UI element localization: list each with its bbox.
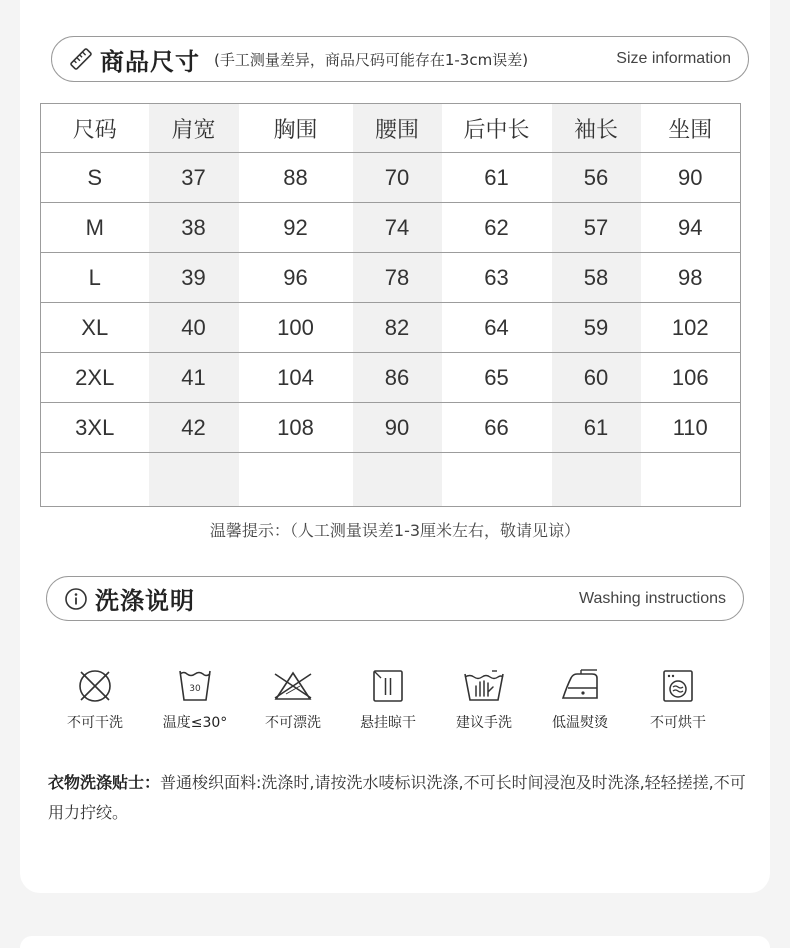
measurement-cell: 64 xyxy=(442,303,552,353)
tips-text: 普通梭织面料:洗涤时,请按洗水唛标识洗涤,不可长时间浸泡及时洗涤,轻轻搓搓,不可用力拧绞。 xyxy=(48,773,746,822)
measurement-cell: 63 xyxy=(442,253,552,303)
table-row xyxy=(41,253,741,303)
measurement-cell: 59 xyxy=(552,303,641,353)
measurement-cell: 70 xyxy=(353,153,442,203)
wash-label: 温度≤30° xyxy=(162,715,228,731)
ruler-icon xyxy=(68,46,94,72)
empty-cell xyxy=(149,453,239,507)
measurement-cell: 86 xyxy=(353,353,442,403)
measurement-cell: 106 xyxy=(641,353,741,403)
size-english-title: Size information xyxy=(616,50,731,67)
wash-temp: 30 xyxy=(189,684,201,694)
measurement-cell: 57 xyxy=(552,203,641,253)
table-row xyxy=(41,303,741,353)
wash-item xyxy=(630,668,726,732)
measurement-cell: 60 xyxy=(552,353,641,403)
measurement-cell: 110 xyxy=(641,403,741,453)
wash-item xyxy=(245,668,341,732)
wash-label: 不可漂洗 xyxy=(265,715,321,731)
washing-header xyxy=(46,576,744,621)
measurement-cell: 56 xyxy=(552,153,641,203)
measurement-cell: 96 xyxy=(239,253,353,303)
table-header-cell: 尺码 xyxy=(41,104,149,153)
measurement-cell: 58 xyxy=(552,253,641,303)
measurement-cell: 88 xyxy=(239,153,353,203)
measurement-cell: 82 xyxy=(353,303,442,353)
measurement-cell: 38 xyxy=(149,203,239,253)
measurement-cell: 100 xyxy=(239,303,353,353)
measurement-cell: 102 xyxy=(641,303,741,353)
wash-item xyxy=(340,668,436,732)
wash-label: 建议手洗 xyxy=(456,715,512,731)
measurement-cell: 61 xyxy=(442,153,552,203)
measurement-cell: 65 xyxy=(442,353,552,403)
no-dry-clean-icon xyxy=(77,668,113,704)
measurement-cell: 41 xyxy=(149,353,239,403)
measurement-cell: 78 xyxy=(353,253,442,303)
empty-cell xyxy=(41,453,149,507)
measurement-cell: 66 xyxy=(442,403,552,453)
hand-wash-icon xyxy=(462,668,506,704)
washing-title: 洗涤说明 xyxy=(95,587,195,615)
wash-label: 不可干洗 xyxy=(67,715,123,731)
measurement-cell: 39 xyxy=(149,253,239,303)
table-header-cell: 肩宽 xyxy=(149,104,239,153)
size-table xyxy=(40,103,741,507)
measurement-cell: 40 xyxy=(149,303,239,353)
size-label-cell: L xyxy=(41,253,149,303)
wash-item xyxy=(532,668,628,732)
measurement-cell: 42 xyxy=(149,403,239,453)
size-subtitle: (手工测量差异，商品尺码可能存在1-3cm误差) xyxy=(214,50,529,69)
table-row xyxy=(41,403,741,453)
measurement-cell: 62 xyxy=(442,203,552,253)
table-header-cell: 坐围 xyxy=(641,104,741,153)
size-info-header xyxy=(51,36,749,82)
table-row xyxy=(41,203,741,253)
empty-cell xyxy=(353,453,442,507)
no-bleach-icon xyxy=(273,668,313,704)
measurement-cell: 92 xyxy=(239,203,353,253)
wash-label: 不可烘干 xyxy=(650,715,706,731)
measurement-note: 温馨提示：（人工测量误差1-3厘米左右，敬请见谅） xyxy=(209,521,581,540)
washing-english-title: Washing instructions xyxy=(578,589,726,607)
table-row xyxy=(41,353,741,403)
next-card xyxy=(20,936,770,948)
measurement-cell: 94 xyxy=(641,203,741,253)
empty-cell xyxy=(641,453,741,507)
no-tumble-dry-icon xyxy=(660,668,696,704)
measurement-cell: 98 xyxy=(641,253,741,303)
table-header-row xyxy=(41,104,741,153)
table-header-cell: 后中长 xyxy=(442,104,552,153)
low-iron-icon xyxy=(559,668,601,704)
wash-30-icon xyxy=(177,668,213,704)
measurement-cell: 104 xyxy=(239,353,353,403)
wash-label: 悬挂晾干 xyxy=(360,715,416,731)
size-label-cell: 3XL xyxy=(41,403,149,453)
table-header-cell: 胸围 xyxy=(239,104,353,153)
measurement-cell: 90 xyxy=(353,403,442,453)
size-label-cell: XL xyxy=(41,303,149,353)
hang-dry-icon xyxy=(370,668,406,704)
wash-item xyxy=(147,668,243,732)
wash-item xyxy=(436,668,532,732)
empty-cell xyxy=(552,453,641,507)
size-label-cell: M xyxy=(41,203,149,253)
measurement-cell: 90 xyxy=(641,153,741,203)
empty-cell xyxy=(442,453,552,507)
washing-icons xyxy=(46,668,746,738)
size-label-cell: S xyxy=(41,153,149,203)
size-label-cell: 2XL xyxy=(41,353,149,403)
table-empty-row xyxy=(41,453,741,507)
size-title: 商品尺寸 xyxy=(100,47,200,76)
table-header-cell: 腰围 xyxy=(353,104,442,153)
washing-tips xyxy=(48,768,756,828)
empty-cell xyxy=(239,453,353,507)
wash-item xyxy=(47,668,143,732)
info-icon xyxy=(63,586,89,612)
measurement-cell: 74 xyxy=(353,203,442,253)
table-row xyxy=(41,153,741,203)
tips-label: 衣物洗涤贴士： xyxy=(48,773,161,792)
measurement-cell: 37 xyxy=(149,153,239,203)
measurement-cell: 108 xyxy=(239,403,353,453)
measurement-cell: 61 xyxy=(552,403,641,453)
table-header-cell: 袖长 xyxy=(552,104,641,153)
wash-label: 低温熨烫 xyxy=(552,715,608,731)
